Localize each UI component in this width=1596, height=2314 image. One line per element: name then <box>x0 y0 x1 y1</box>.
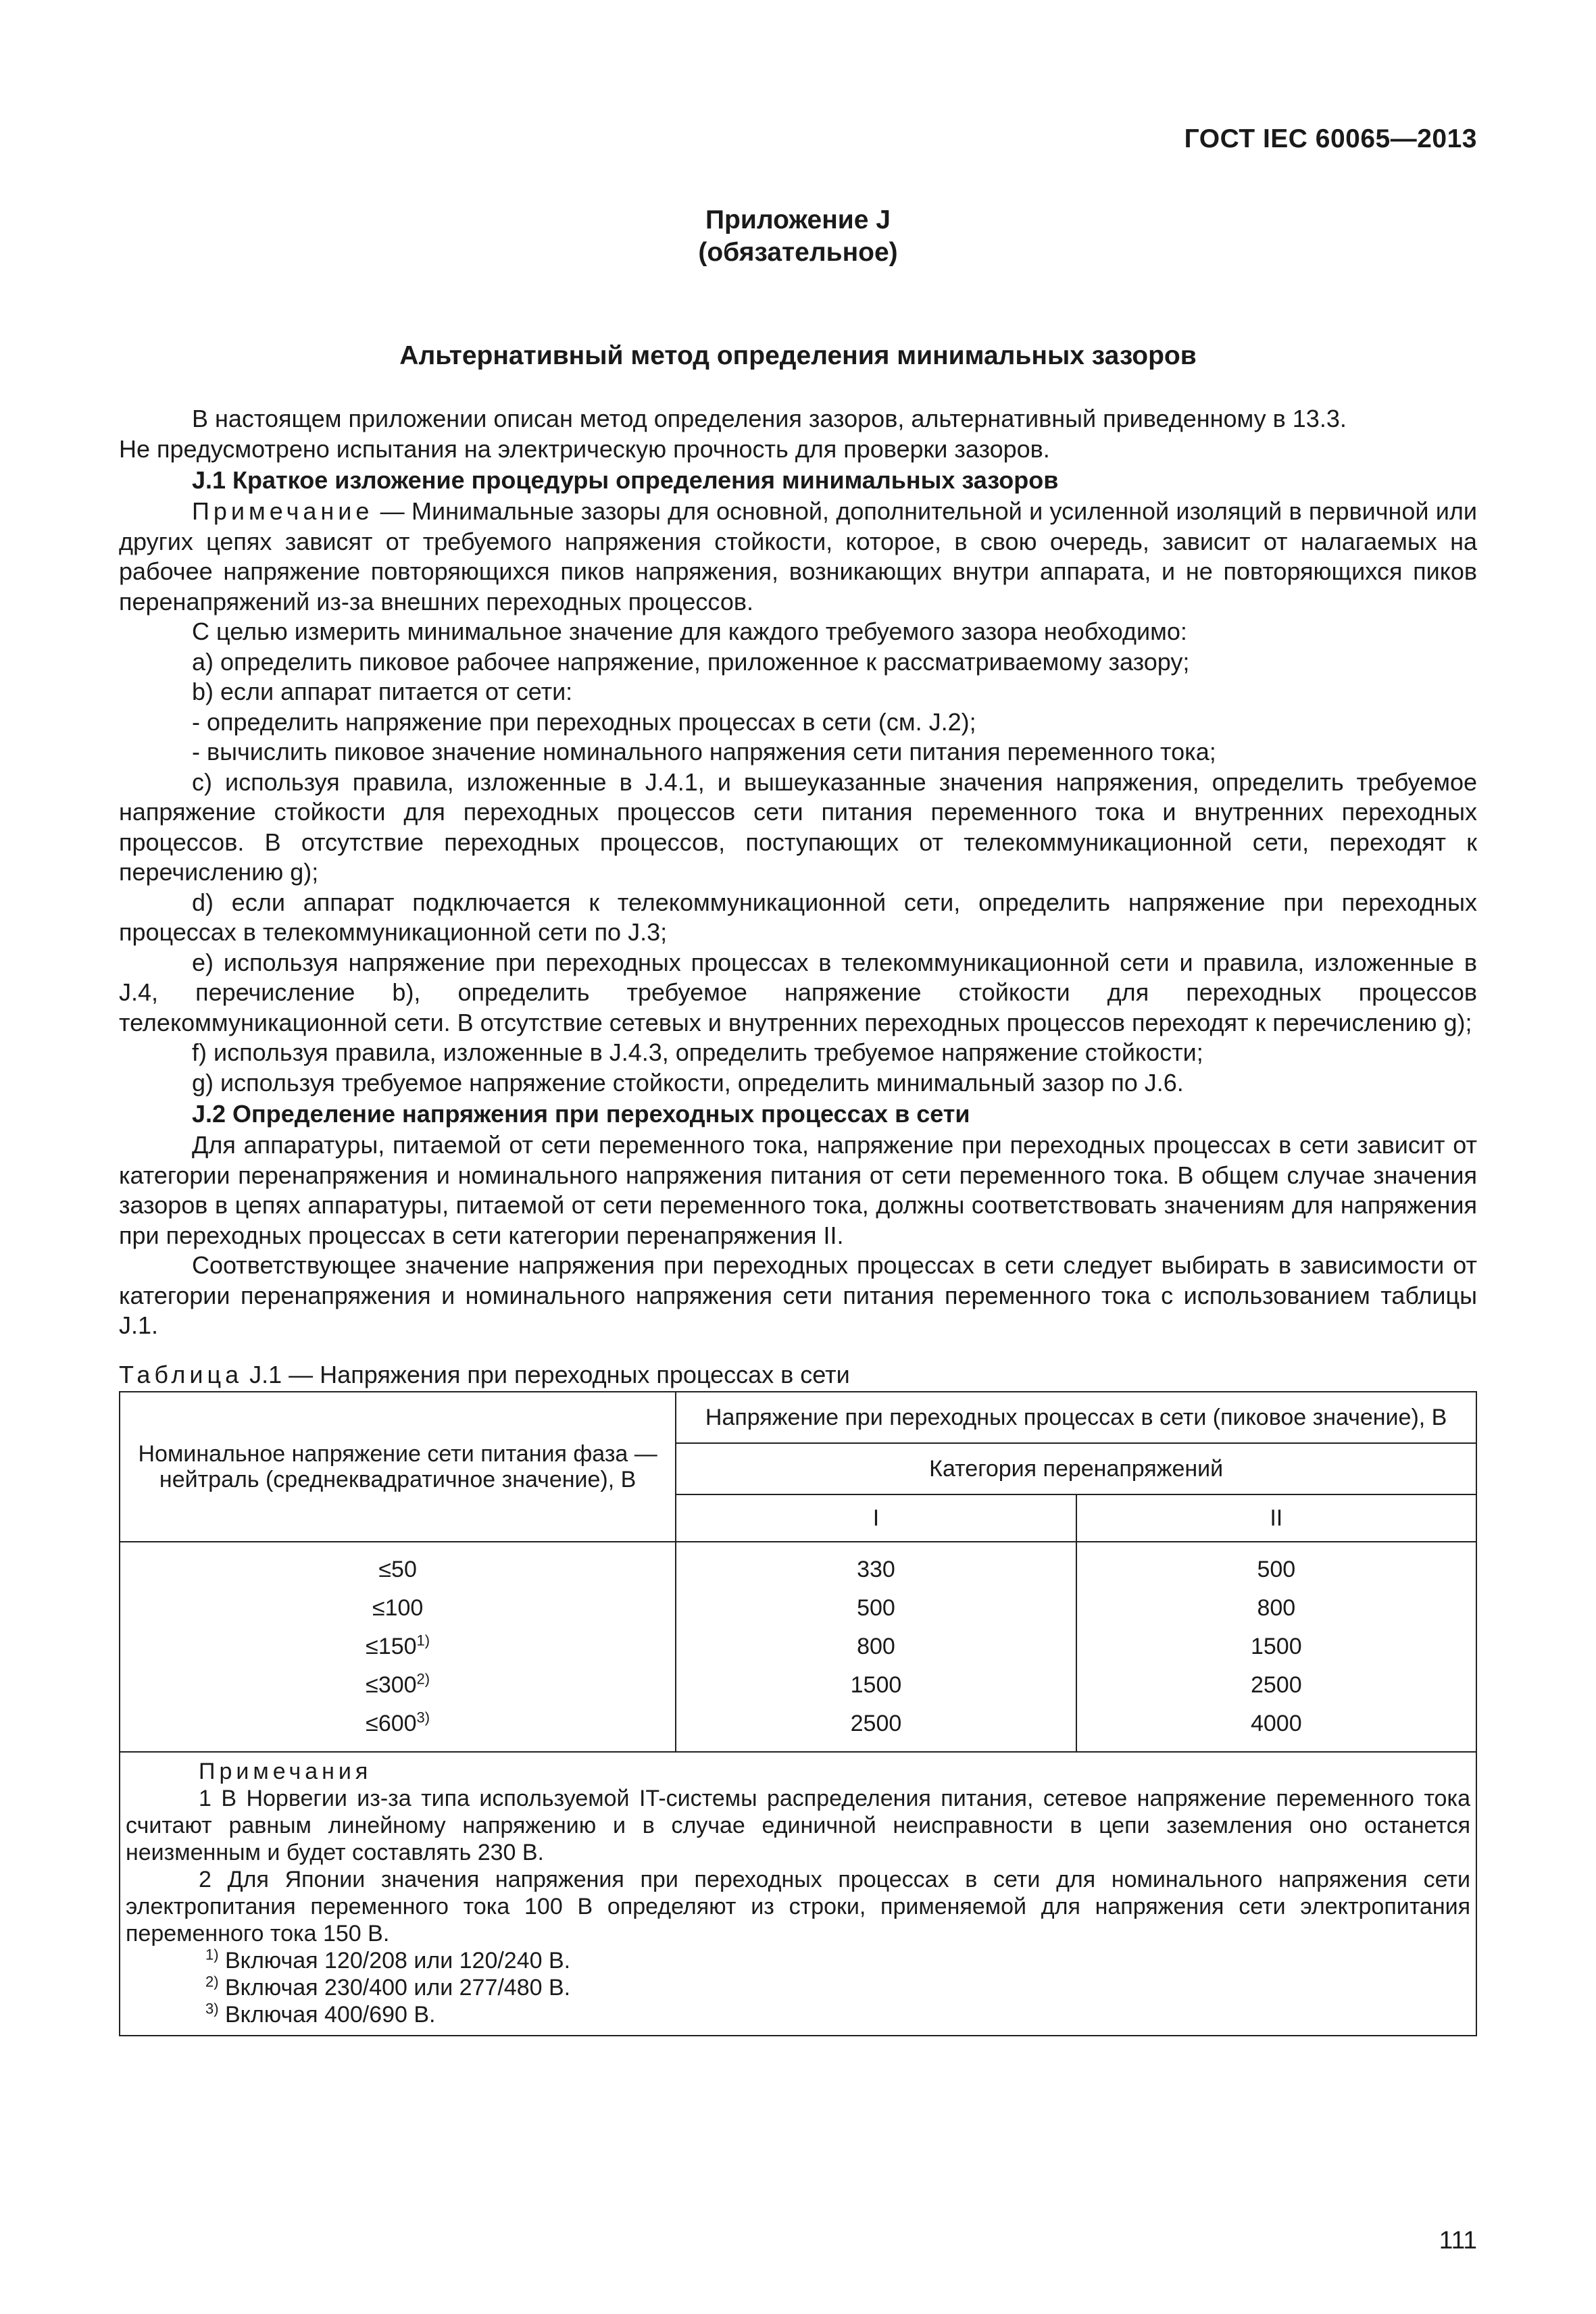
table-caption-text: J.1 — Напряжения при переходных процессах в сети <box>243 1360 850 1388</box>
category-ii-header: II <box>1076 1494 1476 1542</box>
note-label: Примечание <box>192 497 374 525</box>
table-caption-label: Таблица <box>119 1360 243 1388</box>
section2-paragraph: Соответствующее значение напряжения при переходных процессах в сети следует выбирать в зависимости от категории перенапряжения и номинального напряжения сети питания переменного тока с использованием таблицы J.1. <box>119 1251 1477 1339</box>
table-cell: 2500 <box>850 1710 902 1736</box>
intro-paragraph: В настоящем приложении описан метод определения зазоров, альтернативный приведенному в 13.3. <box>192 405 1347 432</box>
footnote: $^{1)}$ Включая 120/208 или 120/240 В. <box>205 1946 571 1973</box>
table-cell: 500 <box>857 1594 895 1621</box>
table-cell: $\le 600^{3)}$ <box>366 1709 430 1736</box>
nominal-voltage-column <box>120 1542 676 1752</box>
table-notes <box>120 1752 1476 2036</box>
table-cell: ≤100 <box>372 1594 424 1621</box>
procedure-step: f) используя правила, изложенные в J.4.3, определить требуемое напряжение стойкости; <box>192 1038 1203 1066</box>
section2-paragraph: Для аппаратуры, питаемой от сети переменного тока, напряжение при переходных процессах в сети зависит от категории перенапряжения и номинального напряжения питания от сети переменного тока. В общем случае значения зазоров в цепях аппаратуры, питаемой от сети переменного тока, должны соответствовать значениям для напряжения при переходных процессах в сети категории перенапряжения II. <box>119 1131 1477 1249</box>
category-ii-column <box>1076 1542 1476 1752</box>
footnote: $^{3)}$ Включая 400/690 В. <box>205 2000 436 2028</box>
procedure-step: c) используя правила, изложенные в J.4.1, и вышеуказанные значения напряжения, определить требуемое напряжение стойкости для переходных процессов сети питания переменного тока и внутренних переходных процессов. В отсутствие переходных процессов, поступающих от телекоммуникационной сети, переходят к перечислению g); <box>119 768 1477 886</box>
nominal-voltage-header: Номинальное напряжение сети питания фаза — нейтраль (среднеквадратичное значение), В <box>120 1392 676 1542</box>
section-heading-j1: J.1 Краткое изложение процедуры определения минимальных зазоров <box>192 466 1059 494</box>
note-paragraph <box>119 497 1477 617</box>
table-cell: 4000 <box>1250 1710 1302 1736</box>
table-cell: ≤50 <box>378 1556 417 1582</box>
category-i-column <box>676 1542 1076 1752</box>
procedure-step: - определить напряжение при переходных процессах в сети (см. J.2); <box>192 707 976 736</box>
document-body <box>119 404 1477 2036</box>
category-i-header: I <box>676 1494 1076 1542</box>
table-cell: $\le 300^{2)}$ <box>366 1670 430 1698</box>
intro-paragraph: Не предусмотрено испытания на электрическую прочность для проверки зазоров. <box>119 434 1050 463</box>
standard-code-header: ГОСТ IEC 60065—2013 <box>1184 124 1477 153</box>
table-notes-row <box>120 1752 1476 2036</box>
procedure-paragraph: С целью измерить минимальное значение для каждого требуемого зазора необходимо: <box>192 618 1187 645</box>
table-note: 2 Для Японии значения напряжения при переходных процессах в сети для номинального напряжения сети электропитания переменного тока 100 В определяют из строки, применяемой для напряжения сети электропитания переменного тока 150 В. <box>126 1866 1470 1946</box>
annex-title: Приложение J <box>705 205 891 234</box>
table-cell: $\le 150^{1)}$ <box>366 1632 430 1659</box>
document-title: Альтернативный метод определения минимальных зазоров <box>399 341 1197 370</box>
section-heading-j2: J.2 Определение напряжения при переходных процессах в сети <box>192 1100 970 1128</box>
notes-label: Примечания <box>199 1758 372 1784</box>
table-caption <box>119 1360 1477 1390</box>
procedure-step: - вычислить пиковое значение номинального напряжения сети питания переменного тока; <box>192 738 1216 765</box>
transient-voltage-table <box>119 1391 1477 2036</box>
table-cell: 1500 <box>1250 1633 1302 1659</box>
table-values <box>120 1542 1476 1752</box>
page-number: 111 <box>1439 2226 1477 2254</box>
table-cell: 500 <box>1257 1556 1296 1582</box>
procedure-step: e) используя напряжение при переходных процессах в телекоммуникационной сети и правила, изложенные в J.4, перечисление b), определить требуемое напряжение стойкости для переходных процессов телекоммуникационной сети. В отсутствие сетевых и внутренних переходных процессов переходят к перечислению g); <box>119 948 1477 1036</box>
overvoltage-category-header: Категория перенапряжений <box>676 1443 1476 1494</box>
table-cell: 2500 <box>1250 1671 1302 1698</box>
transient-voltage-header: Напряжение при переходных процессах в сети (пиковое значение), В <box>676 1392 1476 1443</box>
table-cell: 800 <box>857 1633 895 1659</box>
table-note: 1 В Норвегии из-за типа используемой IT-системы распределения питания, сетевое напряжение переменного тока считают равным линейному напряжению и в случае единичной неисправности в цепи заземления оно останется неизменным и будет составлять 230 В. <box>126 1785 1470 1865</box>
table-cell: 800 <box>1257 1594 1296 1621</box>
annex-heading <box>119 204 1477 269</box>
footnote: $^{2)}$ Включая 230/400 или 277/480 В. <box>205 1973 571 2001</box>
procedure-step: b) если аппарат питается от сети: <box>192 678 573 705</box>
annex-type: (обязательное) <box>698 238 898 267</box>
table-cell: 330 <box>857 1556 895 1582</box>
procedure-step: g) используя требуемое напряжение стойкости, определить минимальный зазор по J.6. <box>192 1068 1184 1097</box>
note-text: — Минимальные зазоры для основной, дополнительной и усиленной изоляций в первичной или других цепях зависят от требуемого напряжения стойкости, которое, в свою очередь, зависит от налагаемых на рабочее напряжение повторяющихся пиков напряжения, возникающих внутри аппарата, и не повторяющихся пиков перенапряжений из-за внешних переходных процессов. <box>119 497 1477 615</box>
procedure-step: a) определить пиковое рабочее напряжение, приложенное к рассматриваемому зазору; <box>192 647 1190 676</box>
table-cell: 1500 <box>850 1671 902 1698</box>
procedure-step: d) если аппарат подключается к телекоммуникационной сети, определить напряжение при переходных процессах в телекоммуникационной сети по J.3; <box>119 888 1477 946</box>
